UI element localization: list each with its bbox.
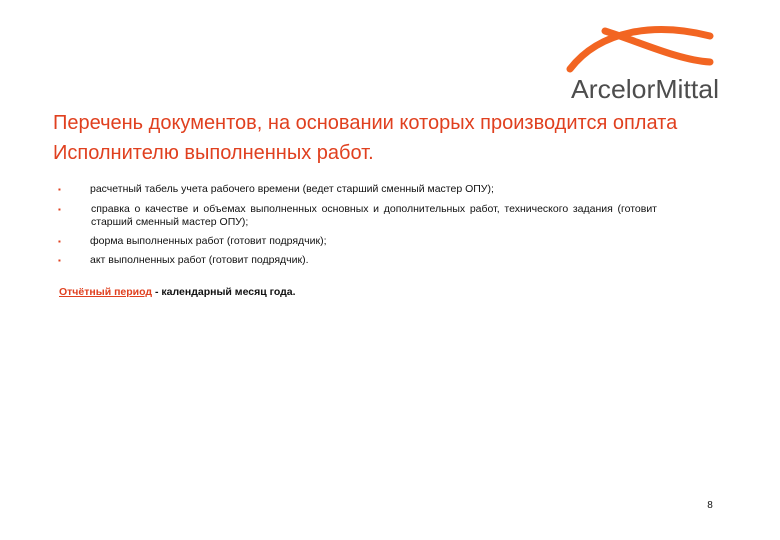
bullet-icon: ▪: [58, 185, 61, 194]
arcelormittal-logo: [560, 22, 725, 106]
list-item-text: форма выполненных работ (готовит подрядчик);: [90, 235, 327, 247]
arcelormittal-logo-mark: [560, 22, 725, 106]
list-item: [58, 203, 668, 229]
list-item-text: акт выполненных работ (готовит подрядчик).: [90, 254, 309, 266]
list-item: [58, 254, 668, 267]
svg-text:ArcelorMittal: ArcelorMittal: [571, 74, 719, 104]
bullet-icon: ▪: [58, 256, 61, 265]
page-number: 8: [707, 500, 713, 511]
bullet-icon: ▪: [58, 205, 61, 214]
list-item: [58, 235, 668, 248]
slide-title: Перечень документов, на основании которых производится оплата Исполнителю выполненных работ.: [53, 112, 678, 164]
bullet-icon: ▪: [58, 237, 61, 246]
document-list: [58, 183, 668, 274]
list-item-text: справка о качестве и объемах выполненных основных и дополнительных работ, технического задания (готовит старший сменный мастер ОПУ);: [91, 203, 657, 228]
list-item: [58, 183, 668, 196]
reporting-period-term: Отчётный период: [59, 286, 153, 298]
reporting-period: [59, 285, 559, 299]
list-item-text: расчетный табель учета рабочего времени (ведет старший сменный мастер ОПУ);: [90, 183, 494, 195]
reporting-period-definition: - календарный месяц года.: [152, 286, 296, 298]
